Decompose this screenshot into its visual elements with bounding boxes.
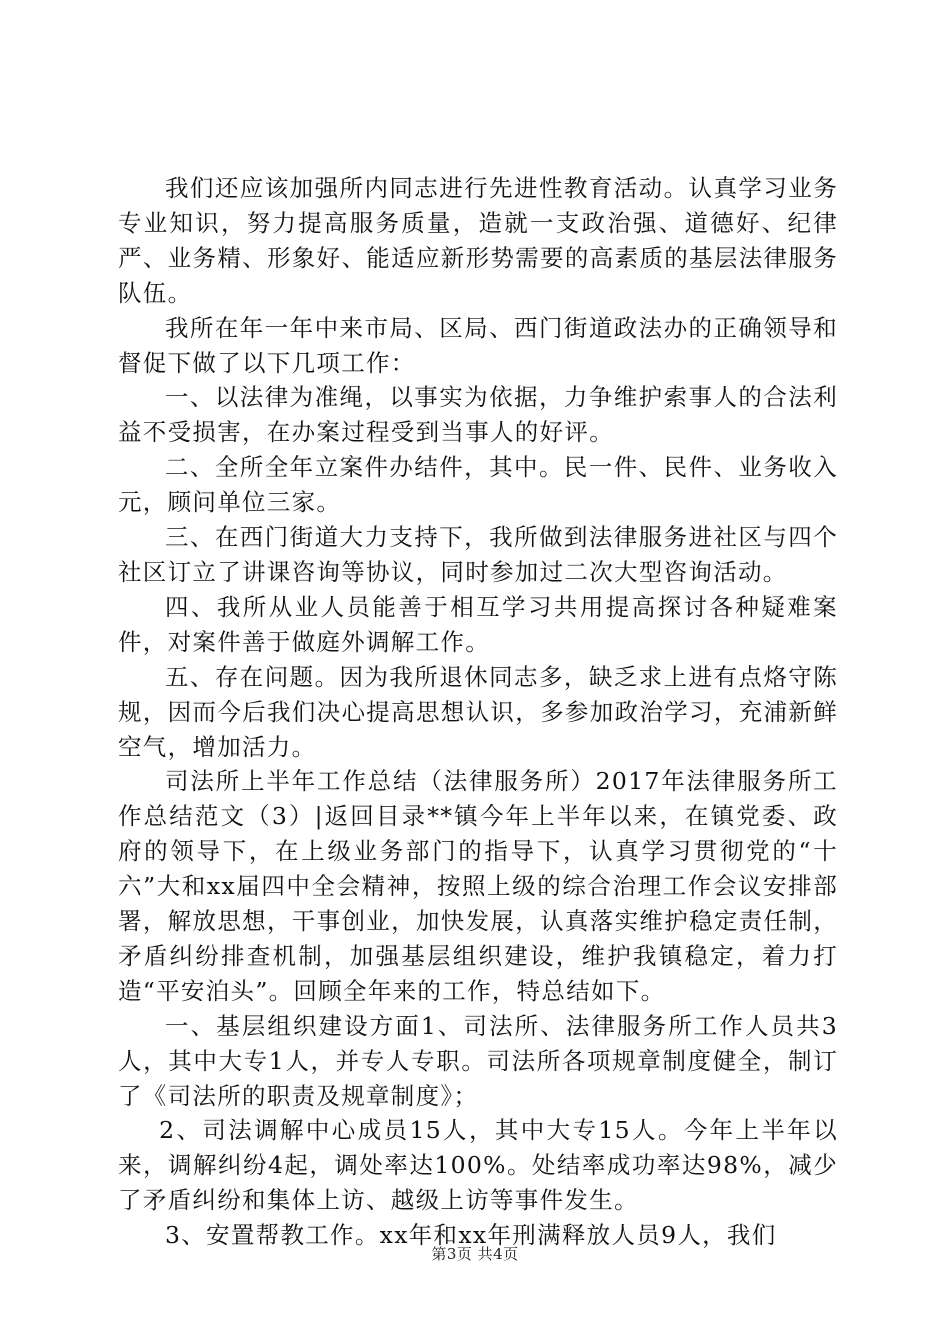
paragraph-work-intro: 我所在年一年中来市局、区局、西门街道政法办的正确领导和督促下做了以下几项工作： xyxy=(118,313,838,377)
paragraph-grassroots-organization: 一、基层组织建设方面1、司法所、法律服务所工作人员共3人，其中大专1人，并专人专职。司法所各项规章制度健全，制订了《司法所的职责及规章制度》； xyxy=(118,1011,838,1110)
paragraph-summary-intro: 司法所上半年工作总结（法律服务所）2017年法律服务所工作总结范文（3）|返回目录**镇今年上半年以来，在镇党委、政府的领导下，在上级业务部门的指导下，认真学习贯彻党的“十六”大和xx届四中全会精神，按照上级的综合治理工作会议安排部署，解放思想，干事创业，加快发展，认真落实维护稳定责任制，矛盾纠纷排查机制，加强基层组织建设，维护我镇稳定，着力打造“平安泊头”。回顾全年来的工作，特总结如下。 xyxy=(118,767,838,1005)
paragraph-item-4: 四、我所从业人员能善于相互学习共用提高探讨各种疑难案件，对案件善于做庭外调解工作。 xyxy=(118,592,838,656)
paragraph-mediation-center: 2、司法调解中心成员15人，其中大专15人。今年上半年以来，调解纠纷4起，调处率达100%。处结率成功率达98%，减少了矛盾纠纷和集体上访、越级上访等事件发生。 xyxy=(118,1116,838,1215)
paragraph-advanced-education: 我们还应该加强所内同志进行先进性教育活动。认真学习业务专业知识，努力提高服务质量，造就一支政治强、道德好、纪律严、业务精、形象好、能适应新形势需要的高素质的基层法律服务队伍。 xyxy=(118,174,838,307)
paragraph-item-2: 二、全所全年立案件办结件，其中。民一件、民件、业务收入元，顾问单位三家。 xyxy=(118,453,838,517)
document-body xyxy=(118,171,838,1253)
paragraph-item-1: 一、以法律为准绳，以事实为依据，力争维护索事人的合法利益不受损害，在办案过程受到当事人的好评。 xyxy=(118,383,838,447)
page-number-footer: 第3页 共4页 xyxy=(431,1245,519,1263)
paragraph-item-5: 五、存在问题。因为我所退休同志多，缺乏求上进有点烙守陈规，因而今后我们决心提高思想认识，多参加政治学习，充浦新鲜空气，增加活力。 xyxy=(118,662,838,761)
paragraph-item-3: 三、在西门街道大力支持下，我所做到法律服务进社区与四个社区订立了讲课咨询等协议，同时参加过二次大型咨询活动。 xyxy=(118,523,838,586)
paragraph-resettlement: 3、安置帮教工作。xx年和xx年刑满释放人员9人，我们 xyxy=(165,1221,777,1250)
